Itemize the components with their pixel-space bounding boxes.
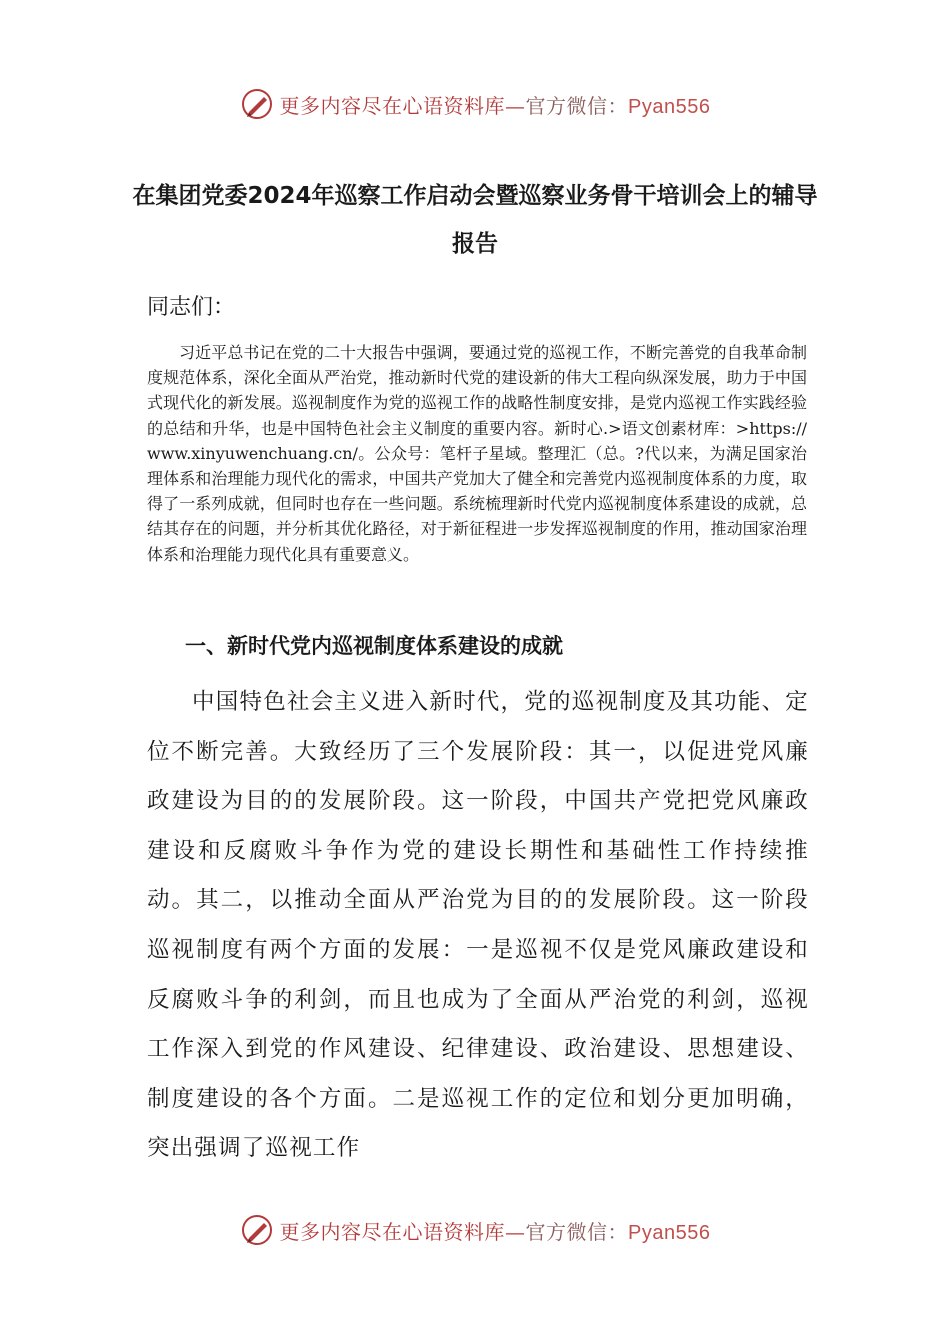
greeting: 同志们： [147,295,236,320]
section-heading: 一、新时代党内巡视制度体系建设的成就 [185,634,563,658]
watermark-text: 更多内容尽在心语资料库—官方微信：Pyan556 [279,93,711,118]
body-paragraph: 中国特色社会主义进入新时代，党的巡视制度及其功能、定位不断完善。大致经历了三个发展阶段：其一，以促进党风廉政建设为目的的发展阶段。这一阶段，中国共产党把党风廉政建设和反腐败斗争作为党的建设长期性和基础性工作持续推动。其二，以推动全面从严治党为目的的发展阶段。这一阶段巡视制度有两个方面的发展：一是巡视不仅是党风廉政建设和反腐败斗争的利剑，而且也成为了全面从严治党的利剑，巡视工作深入到党的作风建设、纪律建设、政治建设、思想建设、制度建设的各个方面。二是巡视工作的定位和划分更加明确，突出强调了巡视工作 [147,689,809,1162]
watermark-footer [0,1208,950,1252]
watermark-text: 更多内容尽在心语资料库—官方微信：Pyan556 [279,1219,711,1244]
watermark-header [0,82,950,126]
pen-logo-icon [240,1213,274,1247]
intro-paragraph: 习近平总书记在党的二十大报告中强调，要通过党的巡视工作，不断完善党的自我革命制度规范体系，深化全面从严治党，推动新时代党的建设新的伟大工程向纵深发展，助力于中国式现代化的新发展。巡视制度作为党的巡视工作的战略性制度安排，是党内巡视工作实践经验的总结和升华，也是中国特色社会主义制度的重要内容。新时心.>语文创素材库：>https://www.xinyuwenchuang.cn/。公众号：笔杆子星域。整理汇（总。?代以来，为满足国家治理体系和治理能力现代化的需求，中国共产党加大了健全和完善党内巡视制度体系的力度，取得了一系列成就，但同时也存在一些问题。系统梳理新时代党内巡视制度体系建设的成就，总结其存在的问题，并分析其优化路径，对于新征程进一步发挥巡视制度的作用，推动国家治理体系和治理能力现代化具有重要意义。 [147,343,807,564]
pen-logo-icon [240,87,274,121]
document-title: 在集团党委2024年巡察工作启动会暨巡察业务骨干培训会上的辅导报告 [132,183,818,257]
